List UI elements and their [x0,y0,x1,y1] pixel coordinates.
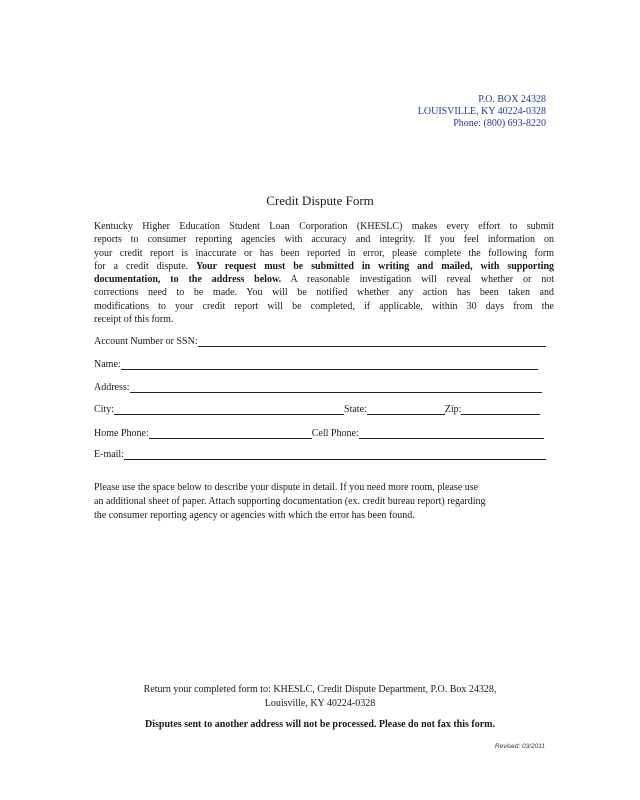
zip-label: Zip: [444,404,462,415]
intro-emphasis: documentation, to the address below. [94,274,282,286]
return-line: Return your completed form to: KHESLC, Credit Dispute Department, P.O. Box 24328, [143,684,497,695]
address-input-line[interactable] [130,383,542,393]
intro-emphasis: Your request must be submitted in writing and mailed, with supporting [195,260,554,272]
instruction-line: the consumer reporting agency or agencies with which the error has been found. [94,510,415,521]
return-line: Louisville, KY 40224-0328 [264,698,376,709]
instruction-line: an additional sheet of paper. Attach supporting documentation (ex. credit bureau report) regarding [94,496,486,507]
zip-input-line[interactable] [461,405,540,415]
intro-line [94,260,554,273]
email-label: E-mail: [94,449,124,460]
address-label: Address: [94,382,130,393]
form-title: Credit Dispute Form [266,193,374,208]
city-label: City: [94,404,115,415]
home-phone-label: Home Phone: [94,428,149,439]
fax-warning: Disputes sent to another address will not be processed. Please do not fax this form. [144,719,495,730]
intro-line [94,273,554,286]
city-state-zip: LOUISVILLE, KY 40224-0328 [417,106,546,117]
intro-paragraph [94,220,554,326]
home-phone-input-line[interactable] [149,429,312,439]
account-row [94,334,546,348]
po-box: P.O. BOX 24328 [478,94,546,105]
state-input-line[interactable] [367,405,445,415]
intro-line: your credit report is inaccurate or has been reported in error, please complete the following form [94,247,554,259]
revision-date: Revised: 03/2011 [494,743,545,750]
account-input-line[interactable] [198,337,546,347]
name-label: Name: [94,359,121,370]
intro-line: corrections need to be made. You will be notified whether any action has been taken and [94,287,554,299]
account-label: Account Number or SSN: [94,336,198,347]
instruction-line: Please use the space below to describe your dispute in detail. If you need more room, please use [94,482,479,493]
dispute-instructions [94,481,546,523]
name-row [94,357,546,371]
email-input-line[interactable] [124,450,546,460]
name-input-line[interactable] [121,360,538,370]
phone-number: Phone: (800) 693-8220 [453,118,546,129]
intro-line: receipt of this form. [94,314,174,326]
intro-line: reports to consumer reporting agencies with accuracy and integrity. If you feel information on [94,234,554,246]
cell-phone-input-line[interactable] [359,429,544,439]
return-address-block [418,94,546,130]
city-state-zip-row [94,402,546,416]
intro-text: A reasonable investigation will reveal whether or not [281,274,554,286]
city-input-line[interactable] [114,405,344,415]
intro-line: modifications to your credit report will be completed, if applicable, within 30 days from the [94,300,554,312]
email-row [94,447,546,461]
intro-line: Kentucky Higher Education Student Loan Corporation (KHESLC) makes every effort to submit [94,221,554,232]
phone-row [94,426,546,440]
cell-phone-label: Cell Phone: [311,428,359,439]
intro-text: for a credit dispute. [94,260,196,272]
address-row [94,380,546,394]
return-instructions [0,683,640,711]
state-label: State: [344,404,367,415]
